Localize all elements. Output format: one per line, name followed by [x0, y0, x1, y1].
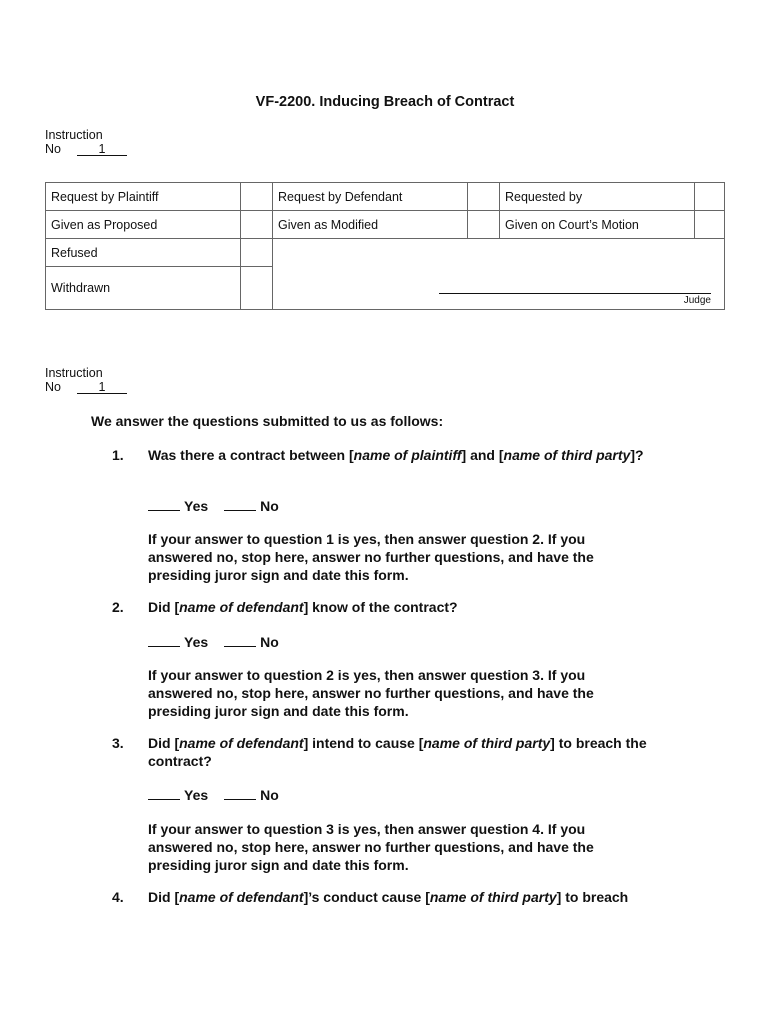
refused-label: Refused	[51, 245, 98, 260]
question-number: 1.	[112, 447, 124, 463]
yes-blank[interactable]	[148, 633, 180, 647]
instruction-block	[45, 128, 127, 156]
yes-label: Yes	[184, 787, 209, 803]
no-blank[interactable]	[224, 633, 256, 647]
followup-text: If your answer to question 3 is yes, then answer question 4. If you answered no, stop here, answer no further questions, and have the presiding juror sign and date this form.	[148, 821, 594, 873]
yes-label: Yes	[184, 498, 209, 514]
judge-label: Judge	[683, 295, 711, 306]
followup-text: If your answer to question 2 is yes, then answer question 3. If you answered no, stop here, answer no further questions, and have the presiding juror sign and date this form.	[148, 667, 594, 719]
no-label: No	[260, 498, 279, 514]
request-by-defendant-box[interactable]	[468, 183, 499, 210]
answer-row	[148, 786, 279, 803]
request-by-plaintiff-box[interactable]	[241, 183, 272, 210]
requested-by-label: Requested by	[505, 189, 583, 204]
no-label: No	[260, 787, 279, 803]
question-text: Did [name of defendant]’s conduct cause [name of third party] to breach	[148, 889, 629, 905]
no-blank[interactable]	[224, 497, 256, 511]
answer-row	[148, 633, 279, 650]
instruction-block	[45, 366, 127, 394]
withdrawn-label: Withdrawn	[51, 281, 111, 295]
instruction-label: Instruction	[45, 366, 103, 380]
requested-by-box[interactable]	[695, 183, 724, 210]
given-as-proposed-label: Given as Proposed	[51, 217, 158, 232]
followup-text: If your answer to question 1 is yes, then answer question 2. If you answered no, stop here, answer no further questions, and have the presiding juror sign and date this form.	[148, 531, 594, 583]
request-table	[45, 182, 725, 310]
instruction-number: 1	[77, 381, 127, 394]
withdrawn-box[interactable]	[241, 267, 272, 309]
intro-text: We answer the questions submitted to us as follows:	[91, 413, 444, 429]
page-title: VF-2200. Inducing Breach of Contract	[255, 94, 515, 110]
given-as-modified-label: Given as Modified	[278, 217, 379, 232]
question-number: 2.	[112, 599, 124, 615]
no-blank[interactable]	[224, 786, 256, 800]
given-as-modified-box[interactable]	[468, 211, 499, 238]
instruction-no-label: No	[45, 142, 61, 156]
given-on-courts-motion-label: Given on Court’s Motion	[505, 217, 639, 232]
question-number: 3.	[112, 735, 124, 751]
no-label: No	[260, 634, 279, 650]
request-by-plaintiff-label: Request by Plaintiff	[51, 189, 159, 204]
question-number: 4.	[112, 889, 124, 905]
yes-blank[interactable]	[148, 497, 180, 511]
question-text: Did [name of defendant] know of the contract?	[148, 599, 458, 615]
question-text: Was there a contract between [name of plaintiff] and [name of third party]?	[148, 447, 644, 463]
answer-row	[148, 497, 279, 514]
instruction-label: Instruction	[45, 128, 103, 142]
given-on-courts-motion-box[interactable]	[695, 211, 724, 238]
question-text: Did [name of defendant] intend to cause [name of third party] to breach the contract?	[148, 735, 647, 769]
instruction-number: 1	[77, 143, 127, 156]
request-by-defendant-label: Request by Defendant	[278, 189, 403, 204]
given-as-proposed-box[interactable]	[241, 211, 272, 238]
judge-signature-line[interactable]	[439, 293, 711, 294]
yes-label: Yes	[184, 634, 209, 650]
yes-blank[interactable]	[148, 786, 180, 800]
refused-box[interactable]	[241, 239, 272, 266]
instruction-no-label: No	[45, 380, 61, 394]
